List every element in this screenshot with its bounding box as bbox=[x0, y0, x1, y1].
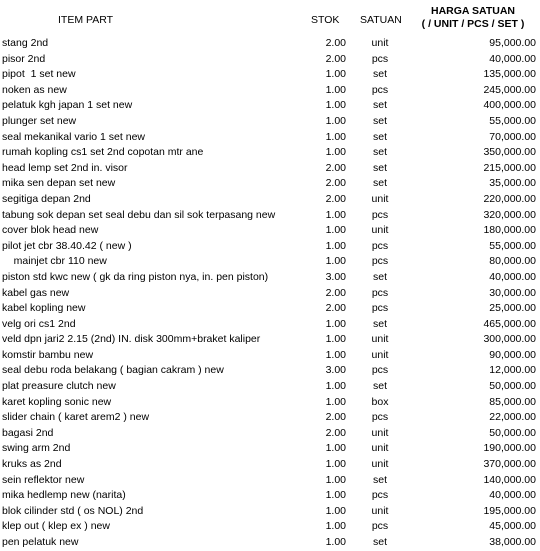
item-name: plunger set new bbox=[2, 114, 77, 127]
table-row bbox=[0, 286, 540, 302]
price-value: 320,000.00 bbox=[483, 208, 536, 221]
price-value: 220,000.00 bbox=[483, 192, 536, 205]
price-value: 55,000.00 bbox=[489, 239, 536, 252]
header-harga-line1: HARGA SATUAN bbox=[431, 5, 515, 17]
unit-value: pcs bbox=[371, 52, 389, 65]
stok-value: 1.00 bbox=[325, 317, 346, 330]
unit-value: box bbox=[371, 395, 389, 408]
unit-value: set bbox=[372, 146, 387, 159]
item-name: kabel gas new bbox=[2, 286, 70, 299]
unit-value: set bbox=[372, 536, 387, 548]
table-row bbox=[0, 67, 540, 83]
stok-value: 2.00 bbox=[325, 52, 346, 65]
item-name: seal mekanikal vario 1 set new bbox=[2, 130, 145, 143]
stok-value: 1.00 bbox=[325, 99, 346, 112]
unit-value: set bbox=[372, 177, 387, 190]
table-row bbox=[0, 348, 540, 364]
stok-value: 1.00 bbox=[325, 458, 346, 471]
stok-value: 1.00 bbox=[325, 380, 346, 393]
table-row bbox=[0, 426, 540, 442]
unit-value: pcs bbox=[371, 239, 389, 252]
stok-value: 1.00 bbox=[325, 224, 346, 237]
item-name: pen pelatuk new bbox=[2, 536, 79, 548]
table-row bbox=[0, 208, 540, 224]
stok-value: 2.00 bbox=[325, 302, 346, 315]
price-value: 40,000.00 bbox=[489, 489, 536, 502]
price-value: 370,000.00 bbox=[483, 458, 536, 471]
unit-value: pcs bbox=[371, 208, 389, 221]
table-row bbox=[0, 473, 540, 489]
stok-value: 1.00 bbox=[325, 489, 346, 502]
table-row bbox=[0, 519, 540, 535]
header-harga-line2: ( / UNIT / PCS / SET ) bbox=[421, 18, 525, 30]
unit-value: set bbox=[372, 99, 387, 112]
stok-value: 1.00 bbox=[325, 83, 346, 96]
stok-value: 1.00 bbox=[325, 504, 346, 517]
stok-value: 2.00 bbox=[325, 411, 346, 424]
table-row bbox=[0, 239, 540, 255]
price-value: 12,000.00 bbox=[489, 364, 536, 377]
stok-value: 1.00 bbox=[325, 395, 346, 408]
stok-value: 1.00 bbox=[325, 520, 346, 533]
unit-value: pcs bbox=[371, 255, 389, 268]
item-name: plat preasure clutch new bbox=[2, 380, 116, 393]
stok-value: 3.00 bbox=[325, 270, 346, 283]
price-value: 95,000.00 bbox=[489, 37, 536, 49]
item-name: cover blok head new bbox=[2, 224, 99, 237]
price-value: 40,000.00 bbox=[489, 52, 536, 65]
price-value: 35,000.00 bbox=[489, 177, 536, 190]
table-row bbox=[0, 363, 540, 379]
table-row bbox=[0, 395, 540, 411]
unit-value: pcs bbox=[371, 520, 389, 533]
stok-value: 2.00 bbox=[325, 161, 346, 174]
stok-value: 1.00 bbox=[325, 130, 346, 143]
stok-value: 2.00 bbox=[325, 426, 346, 439]
table-row bbox=[0, 130, 540, 146]
stok-value: 1.00 bbox=[325, 146, 346, 159]
item-name: pelatuk kgh japan 1 set new bbox=[2, 99, 133, 112]
price-value: 190,000.00 bbox=[483, 442, 536, 455]
stok-value: 1.00 bbox=[325, 68, 346, 81]
stok-value: 1.00 bbox=[325, 333, 346, 346]
price-value: 90,000.00 bbox=[489, 348, 536, 361]
item-name: piston std kwc new ( gk da ring piston nya, in. pen piston) bbox=[2, 270, 269, 283]
unit-value: unit bbox=[371, 224, 389, 237]
item-name: stang 2nd bbox=[2, 37, 49, 49]
table-row bbox=[0, 457, 540, 473]
price-value: 50,000.00 bbox=[489, 380, 536, 393]
price-value: 55,000.00 bbox=[489, 114, 536, 127]
price-value: 465,000.00 bbox=[483, 317, 536, 330]
unit-value: unit bbox=[371, 426, 389, 439]
table-row bbox=[0, 441, 540, 457]
item-name: sein reflektor new bbox=[2, 473, 85, 486]
unit-value: set bbox=[372, 317, 387, 330]
unit-value: set bbox=[372, 68, 387, 81]
price-value: 70,000.00 bbox=[489, 130, 536, 143]
stok-value: 1.00 bbox=[325, 473, 346, 486]
stok-value: 1.00 bbox=[325, 255, 346, 268]
table-row bbox=[0, 488, 540, 504]
header-harga-satuan bbox=[418, 5, 528, 31]
unit-value: unit bbox=[371, 37, 389, 49]
price-value: 300,000.00 bbox=[483, 333, 536, 346]
item-name: tabung sok depan set seal debu dan sil sok terpasang new bbox=[2, 208, 276, 221]
table-row bbox=[0, 301, 540, 317]
price-value: 22,000.00 bbox=[489, 411, 536, 424]
table-row bbox=[0, 379, 540, 395]
item-name: kabel kopling new bbox=[2, 302, 86, 315]
stok-value: 1.00 bbox=[325, 114, 346, 127]
table-row bbox=[0, 192, 540, 208]
unit-value: pcs bbox=[371, 411, 389, 424]
stok-value: 2.00 bbox=[325, 177, 346, 190]
unit-value: unit bbox=[371, 333, 389, 346]
table-row bbox=[0, 410, 540, 426]
unit-value: unit bbox=[371, 504, 389, 517]
item-name: head lemp set 2nd in. visor bbox=[2, 161, 128, 174]
unit-value: set bbox=[372, 114, 387, 127]
stok-value: 2.00 bbox=[325, 37, 346, 49]
table-row bbox=[0, 161, 540, 177]
header-satuan: SATUAN bbox=[360, 14, 402, 26]
item-name: pisor 2nd bbox=[2, 52, 46, 65]
item-name: kruks as 2nd bbox=[2, 458, 62, 471]
unit-value: set bbox=[372, 380, 387, 393]
unit-value: set bbox=[372, 270, 387, 283]
stok-value: 1.00 bbox=[325, 208, 346, 221]
item-name: seal debu roda belakang ( bagian cakram ) new bbox=[2, 364, 224, 377]
price-value: 25,000.00 bbox=[489, 302, 536, 315]
table-row bbox=[0, 270, 540, 286]
unit-value: pcs bbox=[371, 364, 389, 377]
unit-value: set bbox=[372, 130, 387, 143]
price-value: 215,000.00 bbox=[483, 161, 536, 174]
unit-value: set bbox=[372, 161, 387, 174]
item-name: velg ori cs1 2nd bbox=[2, 317, 76, 330]
price-value: 40,000.00 bbox=[489, 270, 536, 283]
item-name: karet kopling sonic new bbox=[2, 395, 112, 408]
item-name: bagasi 2nd bbox=[2, 426, 54, 439]
stok-value: 1.00 bbox=[325, 536, 346, 548]
item-list bbox=[0, 36, 540, 551]
unit-value: unit bbox=[371, 442, 389, 455]
table-row bbox=[0, 223, 540, 239]
item-name: segitiga depan 2nd bbox=[2, 192, 91, 205]
unit-value: unit bbox=[371, 458, 389, 471]
price-value: 85,000.00 bbox=[489, 395, 536, 408]
price-value: 38,000.00 bbox=[489, 536, 536, 548]
table-row bbox=[0, 535, 540, 551]
unit-value: pcs bbox=[371, 83, 389, 96]
stok-value: 3.00 bbox=[325, 364, 346, 377]
price-value: 180,000.00 bbox=[483, 224, 536, 237]
table-row bbox=[0, 504, 540, 520]
item-name: veld dpn jari2 2.15 (2nd) IN. disk 300mm+braket kaliper bbox=[2, 333, 261, 346]
table-row bbox=[0, 98, 540, 114]
price-value: 80,000.00 bbox=[489, 255, 536, 268]
price-value: 135,000.00 bbox=[483, 68, 536, 81]
stok-value: 1.00 bbox=[325, 348, 346, 361]
item-name: rumah kopling cs1 set 2nd copotan mtr ane bbox=[2, 146, 204, 159]
table-row bbox=[0, 332, 540, 348]
price-value: 30,000.00 bbox=[489, 286, 536, 299]
stok-value: 2.00 bbox=[325, 286, 346, 299]
item-name: noken as new bbox=[2, 83, 67, 96]
item-name: pipot 1 set new bbox=[2, 68, 76, 81]
item-name: blok cilinder std ( os NOL) 2nd bbox=[2, 504, 144, 517]
header-stok: STOK bbox=[311, 14, 340, 26]
item-name: pilot jet cbr 38.40.42 ( new ) bbox=[2, 239, 132, 252]
header-item-part: ITEM PART bbox=[58, 14, 114, 26]
table-row bbox=[0, 145, 540, 161]
table-row bbox=[0, 176, 540, 192]
price-value: 195,000.00 bbox=[483, 504, 536, 517]
item-name: swing arm 2nd bbox=[2, 442, 71, 455]
price-value: 400,000.00 bbox=[483, 99, 536, 112]
price-value: 350,000.00 bbox=[483, 146, 536, 159]
price-value: 50,000.00 bbox=[489, 426, 536, 439]
item-name: slider chain ( karet arem2 ) new bbox=[2, 411, 150, 424]
item-name: komstir bambu new bbox=[2, 348, 94, 361]
table-row bbox=[0, 52, 540, 68]
item-name: mainjet cbr 110 new bbox=[2, 255, 107, 268]
item-name: mika sen depan set new bbox=[2, 177, 116, 190]
table-row bbox=[0, 114, 540, 130]
unit-value: set bbox=[372, 473, 387, 486]
unit-value: pcs bbox=[371, 489, 389, 502]
item-name: mika hedlemp new (narita) bbox=[2, 489, 126, 502]
stok-value: 1.00 bbox=[325, 239, 346, 252]
table-row bbox=[0, 317, 540, 333]
item-name: klep out ( klep ex ) new bbox=[2, 520, 110, 533]
price-value: 140,000.00 bbox=[483, 473, 536, 486]
stok-value: 1.00 bbox=[325, 442, 346, 455]
unit-value: unit bbox=[371, 348, 389, 361]
unit-value: pcs bbox=[371, 302, 389, 315]
unit-value: pcs bbox=[371, 286, 389, 299]
table-row bbox=[0, 254, 540, 270]
stok-value: 2.00 bbox=[325, 192, 346, 205]
unit-value: unit bbox=[371, 192, 389, 205]
price-value: 45,000.00 bbox=[489, 520, 536, 533]
table-row bbox=[0, 36, 540, 52]
price-value: 245,000.00 bbox=[483, 83, 536, 96]
table-row bbox=[0, 83, 540, 99]
